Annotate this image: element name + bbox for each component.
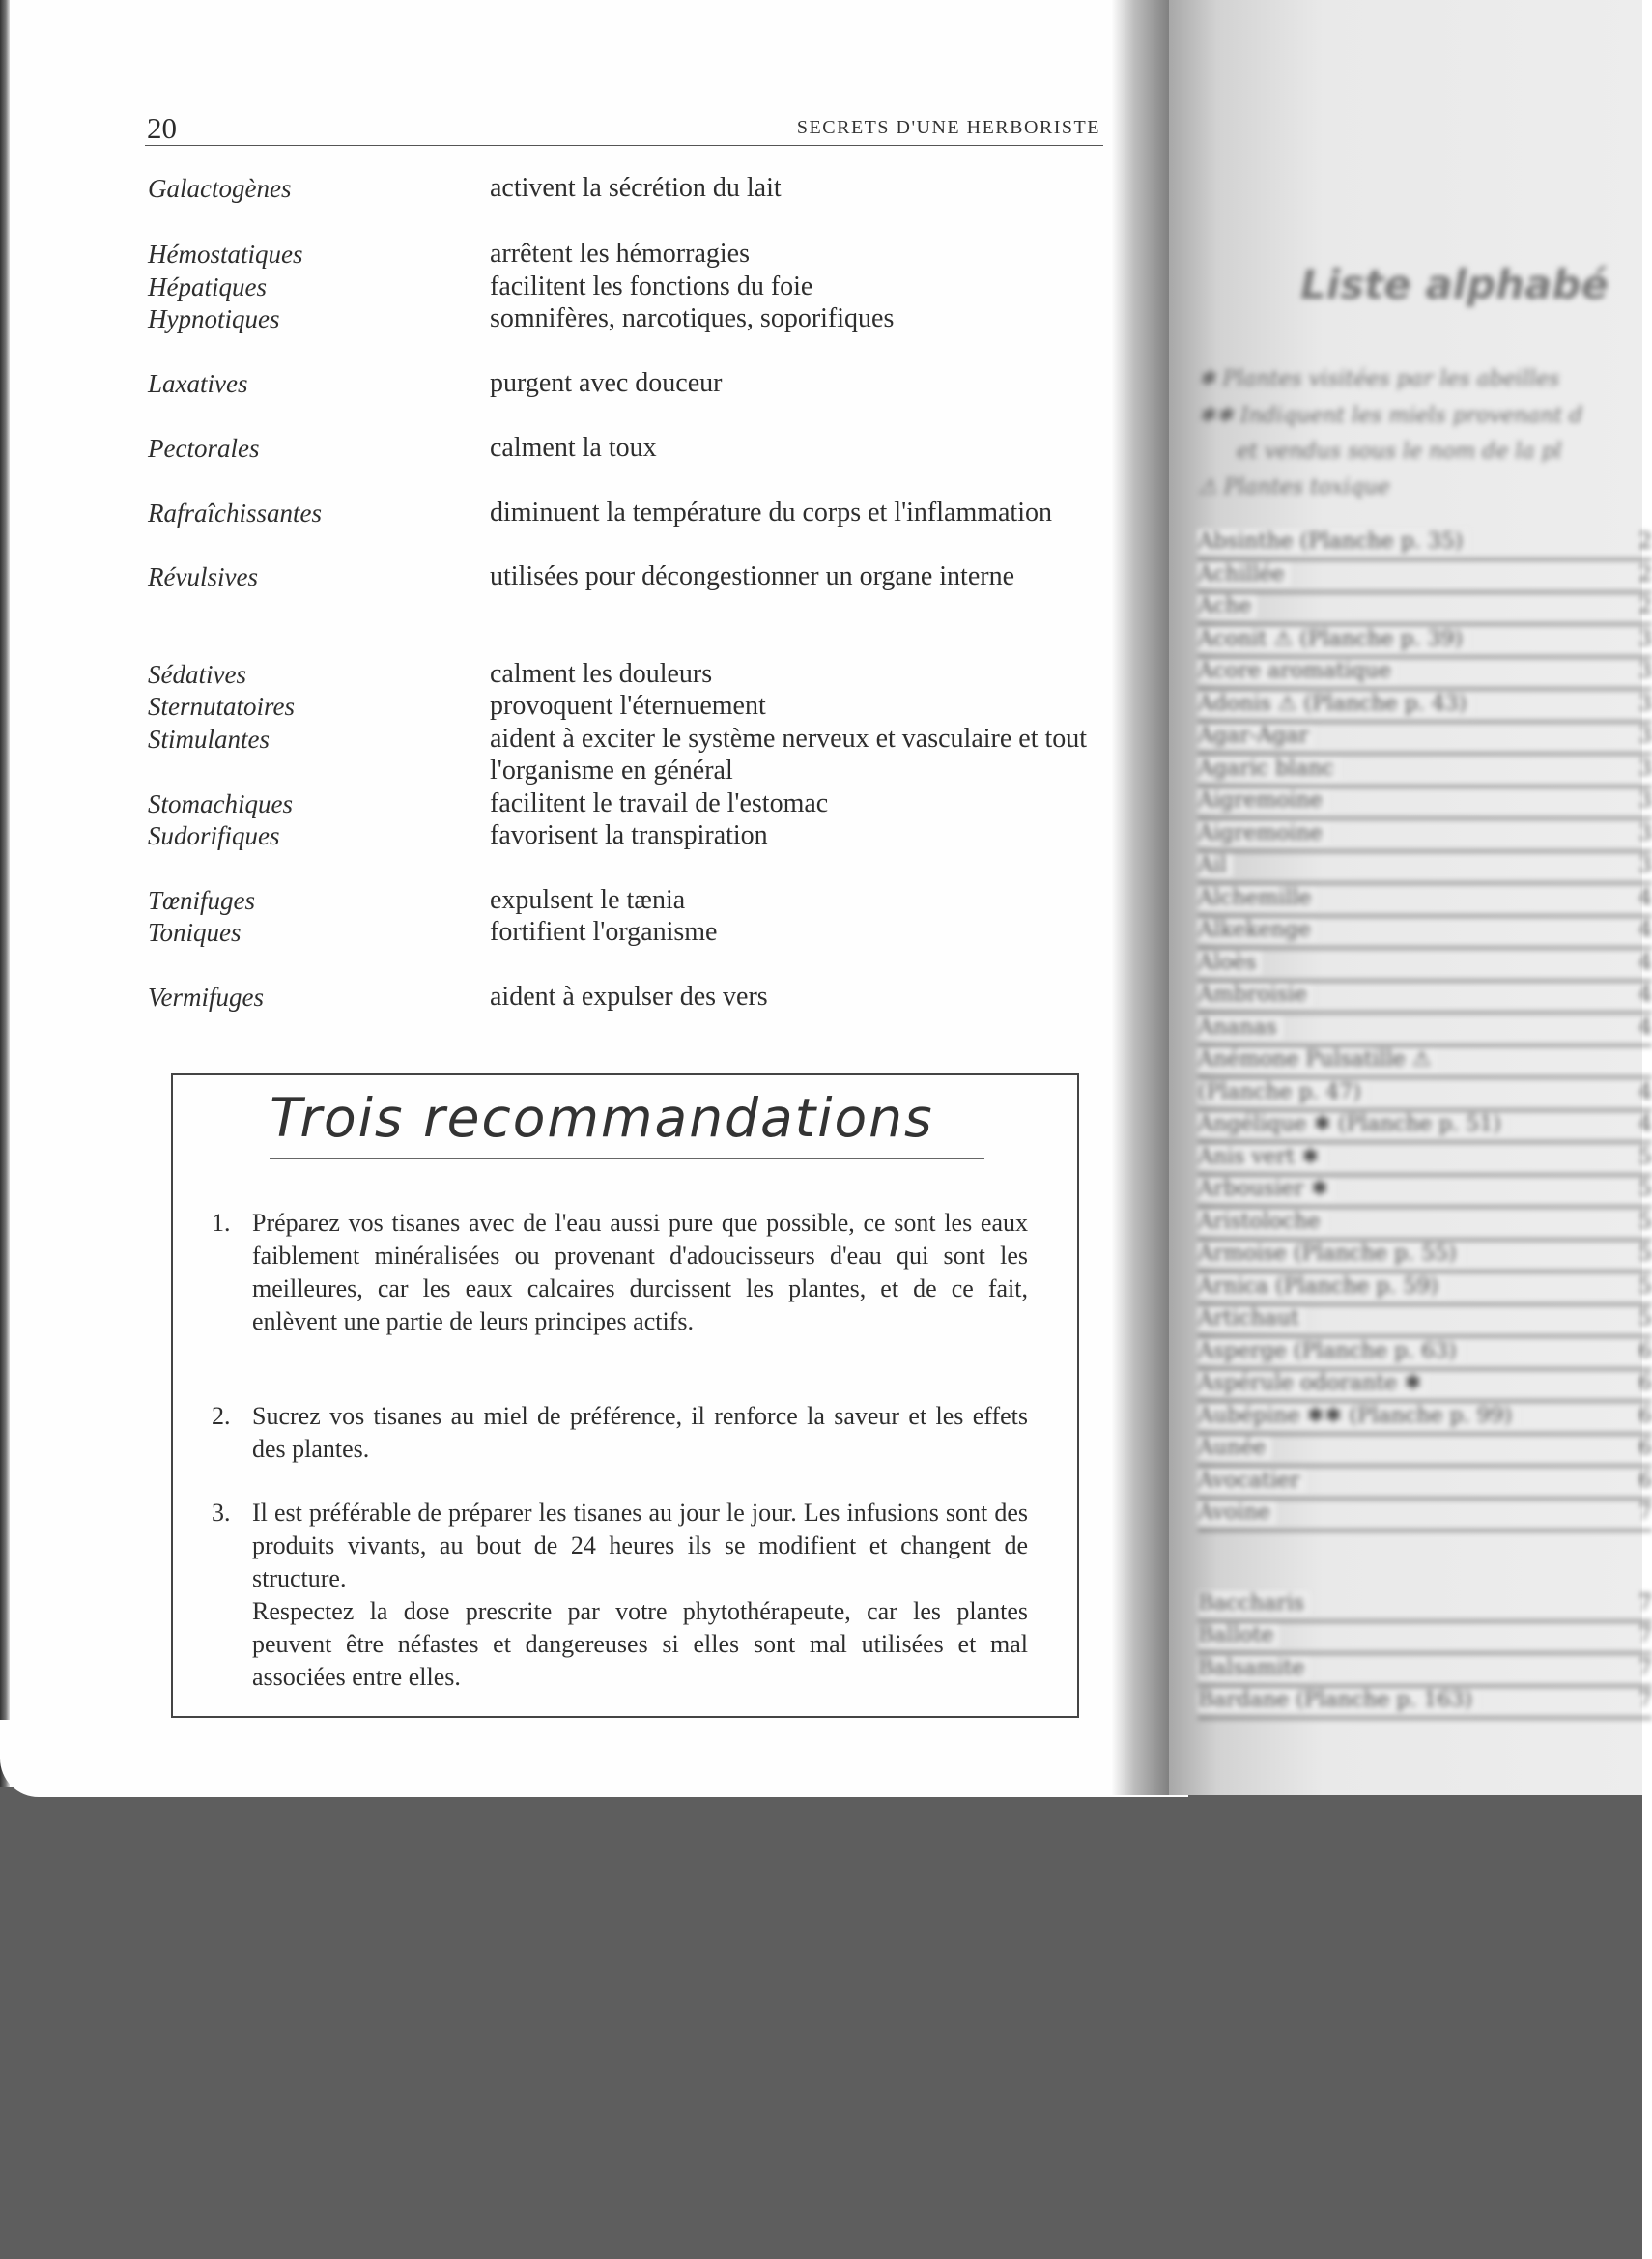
facing-index-entry — [1198, 627, 1652, 658]
facing-entry-label: Angélique ✱ (Planche p. 51) — [1198, 1112, 1507, 1136]
glossary-term: Toniques — [148, 918, 242, 947]
facing-entry-page: 2 — [1638, 561, 1652, 586]
facing-index-entry — [1198, 757, 1652, 787]
facing-entry-page: 3 — [1638, 691, 1652, 716]
glossary-definition: diminuent la température du corps et l'inflammation — [490, 498, 1052, 528]
facing-legend-line: ⚠ Plantes toxique — [1198, 475, 1390, 500]
glossary-term: Hépatiques — [148, 272, 267, 301]
glossary-term: Rafraîchissantes — [148, 499, 322, 528]
item-number: 3. — [212, 1499, 231, 1527]
facing-entry-label: Ail — [1198, 853, 1233, 877]
facing-entry-label: Ananas — [1198, 1015, 1283, 1040]
facing-entry-label: Alkekenge — [1198, 918, 1317, 942]
facing-index-entry — [1198, 659, 1652, 690]
facing-entry-page: 5 — [1638, 1144, 1652, 1169]
facing-entry-label: Achillée — [1198, 562, 1291, 586]
recommendation-item — [212, 1497, 1028, 1694]
facing-entry-label: Ambroisie — [1198, 983, 1313, 1007]
facing-entry-label: Aigremoine — [1198, 821, 1328, 845]
facing-entry-page: 3 — [1638, 820, 1652, 845]
facing-entry-page: 2 — [1638, 594, 1652, 618]
glossary-term: Hypnotiques — [148, 304, 280, 333]
facing-entry-label: Alchemille — [1198, 886, 1317, 910]
facing-entry-label: Aristoloche — [1198, 1210, 1326, 1234]
facing-entry-page: 3 — [1638, 724, 1652, 748]
facing-index-entry — [1198, 1210, 1652, 1241]
facing-index-entry — [1198, 529, 1652, 560]
glossary-definition: utilisées pour décongestionner un organe interne — [490, 561, 1014, 591]
right-page-blurred — [1111, 0, 1652, 1795]
facing-entry-page: 4 — [1638, 950, 1652, 975]
glossary-definition: aident à expulser des vers — [490, 982, 768, 1012]
glossary-term: Sédatives — [148, 660, 246, 689]
glossary-term: Sudorifiques — [148, 821, 280, 850]
facing-index-entry — [1198, 918, 1652, 949]
facing-index-entry — [1198, 1688, 1652, 1719]
facing-entry-page: 6 — [1638, 1403, 1652, 1428]
facing-page-title: Liste alphabé — [1300, 261, 1609, 308]
facing-index-entry — [1198, 1501, 1652, 1531]
facing-index-entry — [1198, 1339, 1652, 1370]
glossary-definition: activent la sécrétion du lait — [490, 173, 782, 203]
facing-entry-label: Arnica (Planche p. 59) — [1198, 1274, 1444, 1299]
facing-entry-label: Aspérule odorante ✱ — [1198, 1371, 1428, 1395]
facing-entry-page: 2 — [1638, 529, 1652, 554]
glossary-definition: arrêtent les hémorragies — [490, 239, 750, 269]
facing-entry-label: Asperge (Planche p. 63) — [1198, 1339, 1463, 1363]
facing-entry-page: 4 — [1638, 918, 1652, 942]
scanner-background — [0, 1768, 1642, 2259]
recommendations-box — [171, 1073, 1079, 1718]
recommendations-title: Trois recommandations — [270, 1087, 934, 1149]
glossary-definition: purgent avec douceur — [490, 368, 723, 398]
recommendation-text: Respectez la dose prescrite par votre phytothérapeute, car les plantes peuvent être néfastes et dangereuses si elles sont mal utilisées et mal associées entre elles. — [252, 1597, 1028, 1691]
glossary-definition: somnifères, narcotiques, soporifiques — [490, 303, 895, 333]
item-number: 2. — [212, 1402, 231, 1430]
glossary-term: Sternutatoires — [148, 692, 295, 721]
recommendation-text: Préparez vos tisanes avec de l'eau aussi pure que possible, ce sont les eaux faiblement minéralisées ou provenant d'adoucisseurs d'eau qui sont les meilleures, car les eaux calcaires durcissent les plantes, et de ce fait, enlèvent une partie de leurs principes actifs. — [252, 1209, 1028, 1335]
facing-entry-page: 7 — [1638, 1590, 1652, 1616]
glossary-term: Galactogènes — [148, 174, 292, 203]
facing-entry-page: 4 — [1638, 1112, 1652, 1136]
facing-entry-page: 6 — [1638, 1436, 1652, 1460]
glossary-definition: calment la toux — [490, 433, 657, 463]
facing-index-entry — [1198, 821, 1652, 852]
facing-index-entry — [1198, 1623, 1652, 1654]
book-spine-edge — [0, 0, 10, 1787]
page-number: 20 — [147, 111, 177, 145]
facing-entry-page: 5 — [1638, 1209, 1652, 1234]
facing-entry-page: 4 — [1638, 1079, 1652, 1104]
facing-entry-label: Absinthe (Planche p. 35) — [1198, 529, 1468, 554]
facing-index-entry — [1198, 1306, 1652, 1337]
recommendation-text: Sucrez vos tisanes au miel de préférence, il renforce la saveur et les effets des plantes. — [252, 1402, 1028, 1463]
facing-index-entry — [1198, 1274, 1652, 1305]
facing-index-entry — [1198, 1015, 1652, 1046]
facing-entry-label: Artichaut — [1198, 1306, 1305, 1330]
facing-index-entry — [1198, 1080, 1652, 1111]
facing-entry-page: 6 — [1638, 1468, 1652, 1493]
facing-entry-label: Agar-Agar — [1198, 724, 1315, 748]
facing-entry-label: Aconit ⚠ (Planche p. 39) — [1198, 627, 1468, 651]
facing-entry-page: 4 — [1638, 885, 1652, 910]
facing-index-entry — [1198, 1404, 1652, 1435]
facing-index-entry — [1198, 562, 1652, 593]
facing-entry-page: 3 — [1638, 659, 1652, 683]
facing-entry-label: Arbousier ✱ — [1198, 1177, 1334, 1201]
facing-entry-label: Avocatier — [1198, 1469, 1306, 1493]
item-number: 1. — [212, 1209, 231, 1237]
facing-index-entry — [1198, 1591, 1652, 1622]
glossary-definition: fortifient l'organisme — [490, 917, 718, 947]
glossary-definition: calment les douleurs — [490, 659, 713, 689]
glossary-term: Hémostatiques — [148, 240, 303, 269]
header-rule — [145, 145, 1103, 146]
title-underline — [270, 1158, 984, 1159]
facing-index-entry — [1198, 788, 1652, 819]
glossary-term: Tœnifuges — [148, 886, 256, 915]
facing-index-entry — [1198, 1145, 1652, 1176]
facing-legend-line: ✱ Plantes visitées par les abeilles — [1198, 367, 1560, 391]
facing-index-entry — [1198, 853, 1652, 884]
glossary-term: Pectorales — [148, 434, 260, 463]
facing-index-entry — [1198, 724, 1652, 755]
facing-entry-label: Acore aromatique — [1198, 659, 1397, 683]
glossary-term: Stomachiques — [148, 789, 293, 818]
facing-entry-page: 4 — [1638, 983, 1652, 1007]
facing-entry-label: Aloès — [1198, 951, 1262, 975]
glossary-term: Stimulantes — [148, 725, 270, 754]
facing-entry-label: Aunée — [1198, 1436, 1271, 1460]
running-head: SECRETS D'UNE HERBORISTE — [796, 117, 1100, 138]
glossary-term: Laxatives — [148, 369, 248, 398]
left-page-bottom-curl — [0, 1720, 1188, 1797]
facing-entry-label: Ballote — [1198, 1623, 1279, 1647]
facing-entry-label: Agaric blanc — [1198, 757, 1340, 781]
facing-entry-page: 3 — [1638, 626, 1652, 651]
facing-entry-page: 5 — [1638, 1177, 1652, 1201]
facing-entry-page: 3 — [1638, 756, 1652, 781]
facing-legend-line: et vendus sous le nom de la pl — [1237, 440, 1562, 464]
facing-index-entry — [1198, 1177, 1652, 1208]
facing-index-entry — [1198, 1436, 1652, 1467]
facing-entry-label: Armoise (Planche p. 55) — [1198, 1242, 1463, 1266]
glossary-definition: aident à exciter le système nerveux et vasculaire et tout l'organisme en général — [490, 724, 1088, 786]
facing-index-entry — [1198, 1047, 1652, 1078]
facing-index-entry — [1198, 1656, 1652, 1687]
facing-legend-line: ✱✱ Indiquent les miels provenant d — [1198, 404, 1583, 428]
facing-entry-page: 4 — [1638, 1015, 1652, 1040]
facing-entry-label: Anis vert ✱ — [1198, 1145, 1325, 1169]
glossary-definition: facilitent le travail de l'estomac — [490, 788, 829, 818]
recommendation-item — [212, 1400, 1028, 1466]
facing-entry-page: 7 — [1638, 1688, 1652, 1712]
facing-entry-page: 7 — [1638, 1501, 1652, 1525]
facing-index-entry — [1198, 594, 1652, 625]
facing-entry-label: Aigremoine — [1198, 788, 1328, 813]
facing-entry-label: Ache — [1198, 594, 1257, 618]
facing-index-entry — [1198, 983, 1652, 1014]
facing-index-entry — [1198, 886, 1652, 917]
facing-index-entry — [1198, 1371, 1652, 1402]
facing-index-entry — [1198, 692, 1652, 723]
facing-entry-page: 5 — [1638, 1273, 1652, 1299]
glossary-term: Révulsives — [148, 562, 258, 591]
facing-index-entry — [1198, 1469, 1652, 1500]
facing-index-entry — [1198, 951, 1652, 982]
facing-entry-label: Avoine — [1198, 1501, 1276, 1525]
facing-entry-page: 5 — [1638, 1242, 1652, 1266]
glossary-definition: facilitent les fonctions du foie — [490, 272, 813, 301]
recommendation-item — [212, 1207, 1028, 1338]
facing-entry-label: Anémone Pulsatille ⚠ — [1198, 1047, 1437, 1072]
facing-entry-label: Balsamite — [1198, 1656, 1310, 1680]
glossary-definition: provoquent l'éternuement — [490, 691, 766, 721]
facing-entry-label: Adonis ⚠ (Planche p. 43) — [1198, 692, 1472, 716]
blurred-content — [1111, 0, 1652, 1795]
facing-entry-label: (Planche p. 47) — [1198, 1080, 1367, 1104]
facing-entry-label: Aubépine ✱✱ (Planche p. 99) — [1198, 1404, 1518, 1428]
facing-entry-page: 7 — [1638, 1655, 1652, 1680]
facing-entry-page: 6 — [1638, 1371, 1652, 1395]
glossary-definition: favorisent la transpiration — [490, 820, 768, 850]
facing-entry-page: 3 — [1638, 853, 1652, 877]
facing-entry-label: Baccharis — [1198, 1591, 1310, 1616]
facing-entry-page: 3 — [1638, 788, 1652, 813]
glossary-definition: expulsent le tænia — [490, 885, 686, 915]
facing-index-entry — [1198, 1242, 1652, 1272]
facing-entry-page: 7 — [1638, 1623, 1652, 1647]
glossary-term: Vermifuges — [148, 983, 264, 1012]
recommendation-text: Il est préférable de préparer les tisanes au jour le jour. Les infusions sont des produits vivants, au bout de 24 heures ils se modifient et changent de structure. — [252, 1499, 1028, 1592]
facing-entry-page: 5 — [1638, 1306, 1652, 1330]
facing-index-entry — [1198, 1112, 1652, 1143]
facing-entry-label: Bardane (Planche p. 163) — [1198, 1688, 1478, 1712]
facing-entry-page: 6 — [1638, 1338, 1652, 1363]
